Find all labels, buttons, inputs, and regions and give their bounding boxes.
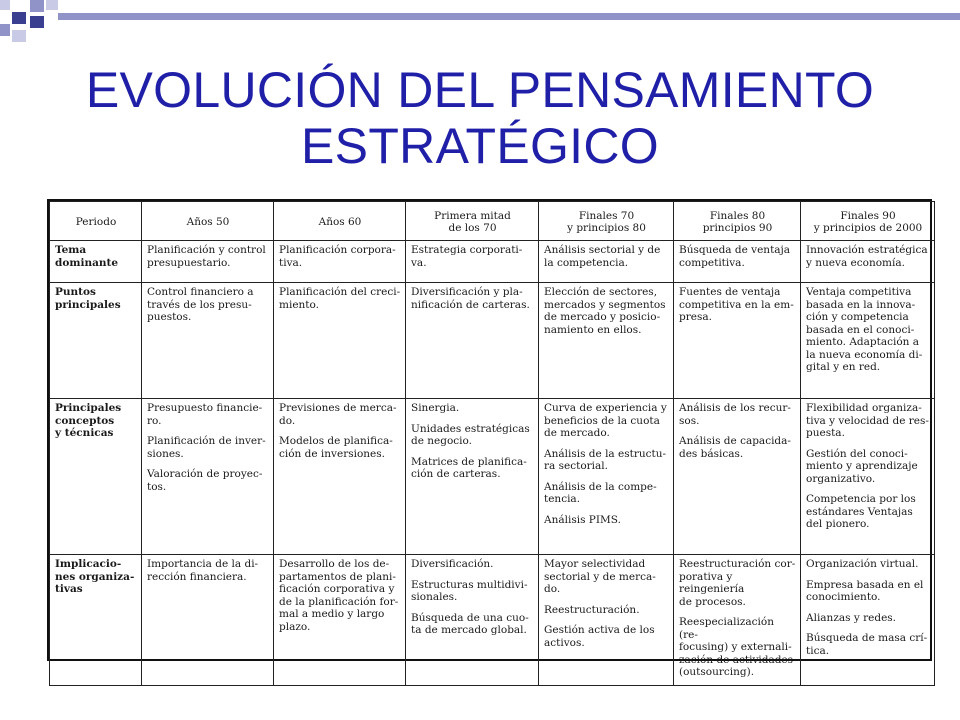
cell-item: Planificación de inver- siones. bbox=[147, 435, 266, 460]
cell-item: Análisis de capacida- des básicas. bbox=[679, 435, 791, 460]
cell-item: Alianzas y redes. bbox=[806, 611, 897, 624]
cell-item: Matrices de planifica- ción de carteras. bbox=[411, 455, 527, 480]
table-cell bbox=[801, 555, 935, 686]
cell-item: Análisis de la compe- tencia. bbox=[544, 480, 657, 505]
cell-item: Búsqueda de masa crí- tica. bbox=[806, 632, 928, 657]
table-header-row bbox=[50, 202, 935, 241]
table-cell: Ventaja competitiva basada en la innova- ción y competencia basada en el conoci- miento. Adaptación a la nueva economía di- gital y en red. bbox=[801, 283, 935, 399]
table-cell: Fuentes de ventaja competitiva en la em- presa. bbox=[674, 283, 801, 399]
header-cell: Periodo bbox=[50, 202, 142, 241]
table-cell bbox=[274, 399, 406, 555]
cell-item: Gestión del conoci- miento y aprendizaje organizativo. bbox=[806, 447, 918, 485]
table-cell: Planificación del creci- miento. bbox=[274, 283, 406, 399]
cell-item: Reestructuración. bbox=[544, 603, 640, 616]
cell-item: Previsiones de merca- do. bbox=[279, 402, 397, 427]
decor-square bbox=[30, 0, 44, 12]
cell-item: Importancia de la di- rección financiera. bbox=[147, 558, 259, 583]
cell-item: Estructuras multidivi- sionales. bbox=[411, 578, 528, 603]
header-cell: Finales 70 y principios 80 bbox=[539, 202, 674, 241]
cell-item: Desarrollo de los de- partamentos de plani- ficación corporativa y de la planificación for- mal a medio y largo plazo. bbox=[279, 558, 399, 633]
table-cell bbox=[142, 555, 274, 686]
cell-item: Búsqueda de una cuo- ta de mercado global. bbox=[411, 611, 529, 636]
table-row bbox=[50, 283, 935, 399]
cell-item: Modelos de planifica- ción de inversiones. bbox=[279, 435, 393, 460]
cell-item: Presupuesto financie- ro. bbox=[147, 402, 263, 427]
header-cell: Primera mitad de los 70 bbox=[406, 202, 539, 241]
table-cell bbox=[539, 399, 674, 555]
header-cell: Años 50 bbox=[142, 202, 274, 241]
cell-item: Sinergia. bbox=[411, 402, 460, 414]
cell-item: Empresa basada en el conocimiento. bbox=[806, 578, 924, 603]
slide-title-line-2: ESTRATÉGICO bbox=[301, 118, 659, 174]
scanned-table bbox=[47, 199, 932, 678]
table-cell: Diversificación y pla- nificación de carteras. bbox=[406, 283, 539, 399]
table-cell: Control financiero a través de los presu- puestos. bbox=[142, 283, 274, 399]
table-cell bbox=[274, 555, 406, 686]
table-cell bbox=[674, 555, 801, 686]
table-cell: Análisis sectorial y de la competencia. bbox=[539, 241, 674, 283]
header-rule bbox=[58, 13, 960, 20]
cell-item: Valoración de proyec- tos. bbox=[147, 468, 263, 493]
row-label: Implicacio- nes organiza- tivas bbox=[50, 555, 142, 686]
table-row bbox=[50, 399, 935, 555]
table-cell: Búsqueda de ventaja competitiva. bbox=[674, 241, 801, 283]
decor-square bbox=[12, 12, 26, 24]
decor-square bbox=[12, 30, 26, 42]
table-cell: Planificación corpora- tiva. bbox=[274, 241, 406, 283]
cell-item: Mayor selectividad sectorial y de merca- do. bbox=[544, 558, 656, 595]
table-cell bbox=[406, 399, 539, 555]
decor-square bbox=[0, 0, 10, 10]
table-row bbox=[50, 241, 935, 283]
cell-item: Análisis PIMS. bbox=[544, 513, 621, 526]
decor-square bbox=[46, 0, 58, 10]
strategy-evolution-table bbox=[49, 201, 935, 686]
decor-square bbox=[0, 24, 10, 36]
decor-square bbox=[30, 16, 44, 28]
header-cell: Años 60 bbox=[274, 202, 406, 241]
table-cell: Innovación estratégica y nueva economía. bbox=[801, 241, 935, 283]
cell-item: Análisis de los recur- sos. bbox=[679, 402, 791, 427]
cell-item: Reestructuración cor- porativa y reingeniería de procesos. bbox=[679, 558, 796, 608]
cell-item: Diversificación. bbox=[411, 558, 494, 570]
cell-item: Flexibilidad organiza- tiva y velocidad de res- puesta. bbox=[806, 402, 929, 439]
cell-item: Análisis de la estructu- ra sectorial. bbox=[544, 447, 667, 472]
table-cell bbox=[539, 555, 674, 686]
table-cell: Elección de sectores, mercados y segmentos de mercado y posicio- namiento en ellos. bbox=[539, 283, 674, 399]
row-label: Tema dominante bbox=[50, 241, 142, 283]
slide-title-line-1: EVOLUCIÓN DEL PENSAMIENTO bbox=[85, 62, 875, 118]
table-cell bbox=[406, 555, 539, 686]
cell-item: Competencia por los estándares Ventajas del pionero. bbox=[806, 493, 916, 530]
table-cell bbox=[142, 399, 274, 555]
cell-item: Curva de experiencia y beneficios de la cuota de mercado. bbox=[544, 402, 667, 439]
header-cell: Finales 90 y principios de 2000 bbox=[801, 202, 935, 241]
table-row bbox=[50, 555, 935, 686]
header-cell: Finales 80 principios 90 bbox=[674, 202, 801, 241]
table-cell: Planificación y control presupuestario. bbox=[142, 241, 274, 283]
cell-item: Unidades estratégicas de negocio. bbox=[411, 422, 530, 447]
table-cell bbox=[801, 399, 935, 555]
table-cell: Estrategia corporati- va. bbox=[406, 241, 539, 283]
cell-item: Organización virtual. bbox=[806, 558, 919, 570]
cell-item: Gestión activa de los activos. bbox=[544, 624, 655, 649]
row-label: Puntos principales bbox=[50, 283, 142, 399]
table-cell bbox=[674, 399, 801, 555]
row-label: Principales conceptos y técnicas bbox=[50, 399, 142, 555]
cell-item: Reespecialización (re- focusing) y externali- zación de actividades (outsourcing). bbox=[679, 616, 794, 678]
slide-title bbox=[0, 62, 960, 174]
